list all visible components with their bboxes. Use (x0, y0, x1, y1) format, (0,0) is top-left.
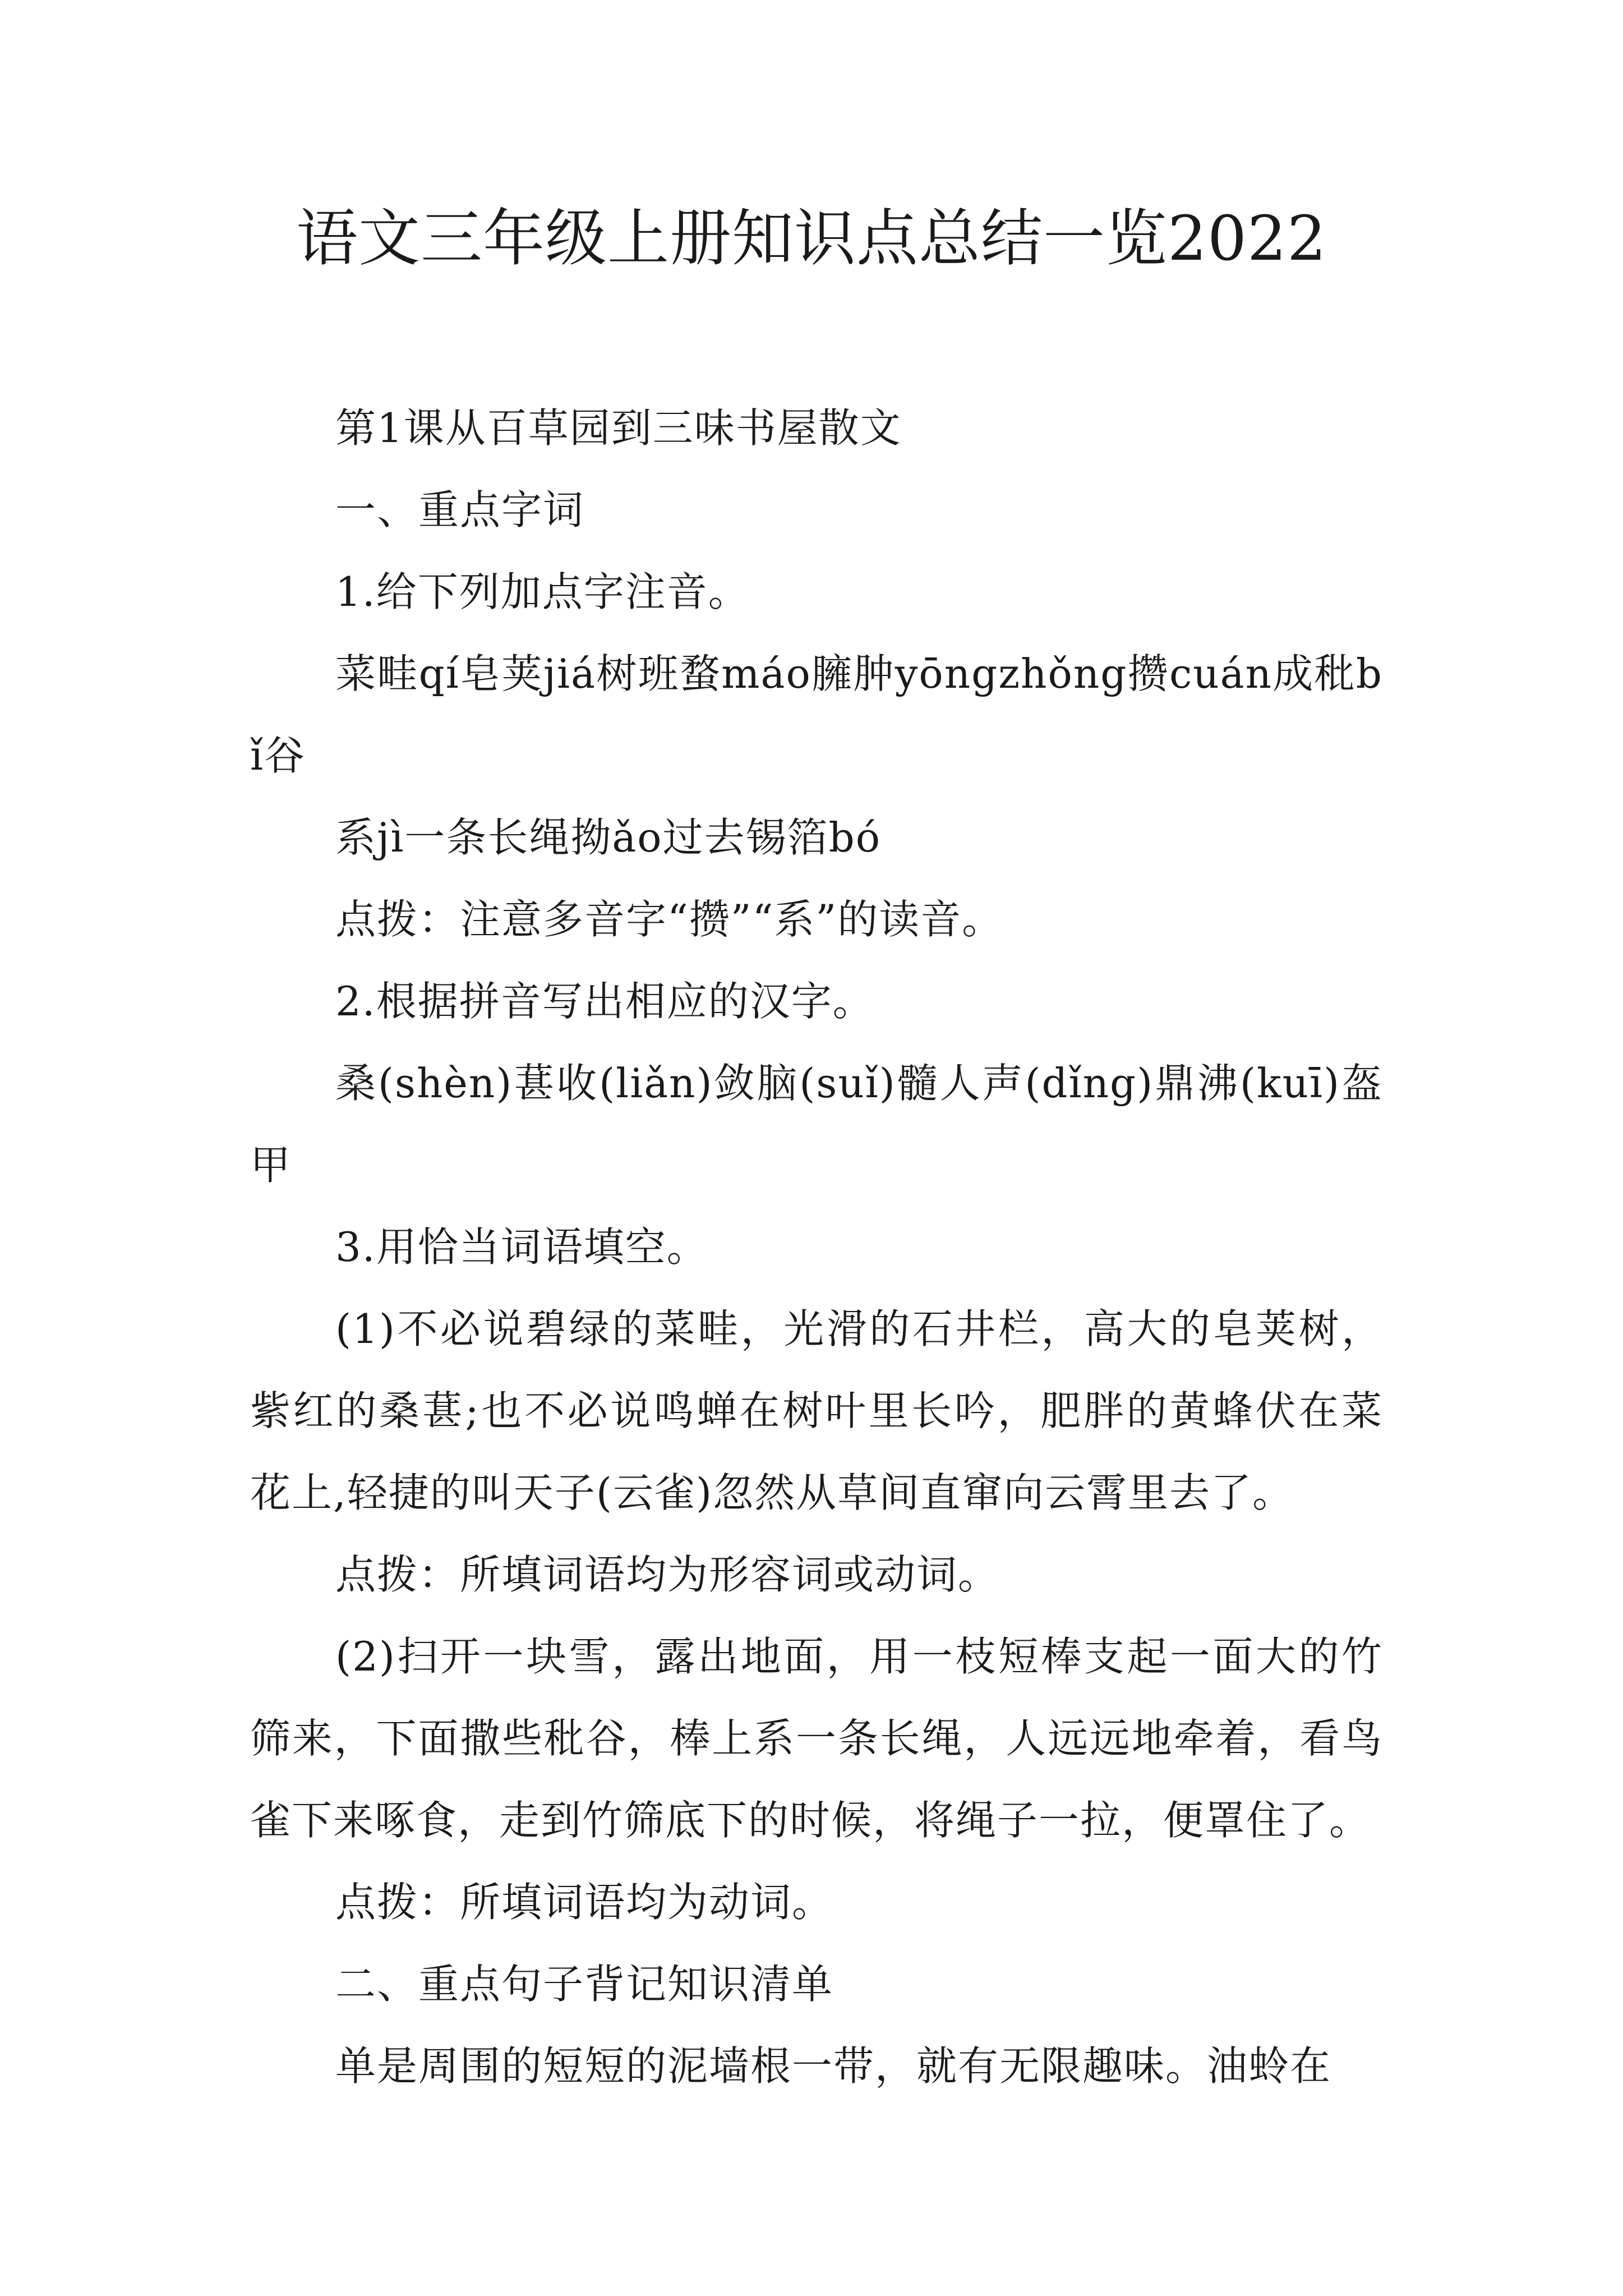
pinyin-list-2: 系jì一条长绳拗ǎo过去锡箔bó (335, 814, 882, 861)
page-title: 语文三年级上册知识点总结一览2022 (296, 203, 1327, 274)
key-sentence-paragraph: 单是周围的短短的泥墙根一带，就有无限趣味。油蛉在 (335, 2042, 1332, 2090)
hint-3: 点拨：所填词语均为动词。 (335, 1879, 834, 1926)
question-1: 1.给下列加点字注音。 (335, 568, 750, 615)
hint-1: 点拨：注意多音字“攒”“系”的读音。 (335, 896, 1004, 943)
hint-2: 点拨：所填词语均为形容词或动词。 (335, 1551, 1000, 1598)
lesson-heading: 第1课从百草园到三味书屋散文 (335, 404, 902, 452)
section-heading-key-sentences: 二、重点句子背记知识清单 (335, 1961, 834, 2008)
question-3: 3.用恰当词语填空。 (335, 1223, 708, 1271)
document-body (250, 387, 1383, 2107)
pinyin-list-1: 菜畦qí皂荚jiá树班蝥máo臃肿yōngzhǒng攒cuán成秕bǐ谷 (250, 650, 1383, 779)
hanzi-list: 桑(shèn)葚收(liǎn)敛脑(suǐ)髓人声(dǐng)鼎沸(kuī)盔甲 (250, 1060, 1383, 1189)
section-heading-key-words: 一、重点字词 (335, 486, 585, 533)
question-2: 2.根据拼音写出相应的汉字。 (335, 978, 874, 1025)
fill-blank-2: (2)扫开一块雪，露出地面，用一枝短棒支起一面大的竹筛来，下面撒些秕谷，棒上系一条长绳，人远远地牵着，看鸟雀下来啄食，走到竹筛底下的时候，将绳子一拉，便罩住了。 (250, 1633, 1383, 1844)
fill-blank-1: (1)不必说碧绿的菜畦，光滑的石井栏，高大的皂荚树，紫红的桑葚;也不必说鸣蝉在树叶里长吟，肥胖的黄蜂伏在菜花上,轻捷的叫天子(云雀)忽然从草间直窜向云霄里去了。 (250, 1305, 1383, 1516)
